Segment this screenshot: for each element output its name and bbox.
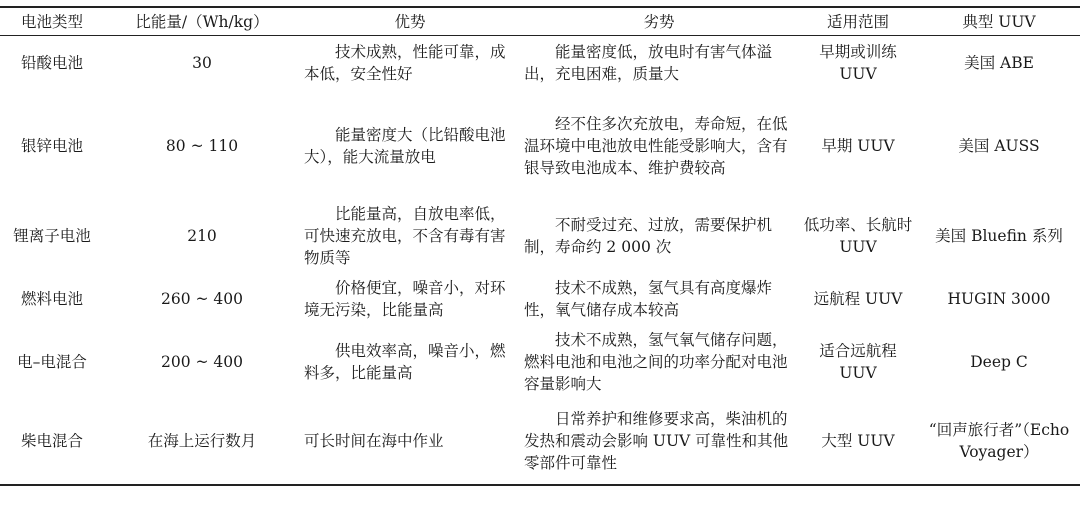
cell-advantages: 技术成熟，性能可靠，成本低，安全性好 [304,43,506,84]
header-typical-uuv: 典型 UUV [918,7,1080,35]
cell-typical-uuv: HUGIN 3000 [947,290,1051,308]
cell-scope: 大型 UUV [798,397,918,485]
cell-type: 铅酸电池 [20,54,83,73]
cell-type: 电–电混合 [17,353,87,371]
cell-disadvantages: 日常养护和维修要求高，柴油机的发热和震动会影响 UUV 可靠性和其他零部件可靠性 [520,397,798,485]
cell-advantages: 能量密度大（比铅酸电池大），能大流量放电 [304,126,506,166]
cell-type: 锂离子电池 [13,227,91,245]
cell-advantages: 比能量高，自放电率低，可快速充放电，不含有毒有害物质等 [304,205,506,267]
cell-energy: 在海上运行数月 [104,397,300,485]
cell-type: 柴电混合 [0,397,104,485]
cell-energy: 80 ~ 110 [165,137,239,155]
header-scope: 适用范围 [798,7,918,35]
cell-typical-uuv: “回声旅行者”（Echo Voyager） [918,397,1080,485]
cell-energy: 30 [192,54,212,73]
header-battery-type: 电池类型 [0,7,104,35]
cell-disadvantages: 经不住多次充放电，寿命短，在低温环境中电池放电性能受影响大，含有银导致电池成本、维护费较高 [524,115,788,177]
cell-scope: 远航程 UUV [813,290,903,308]
cell-type: 燃料电池 [20,290,83,308]
table-row [0,271,1080,327]
table-row [0,327,1080,397]
cell-disadvantages: 能量密度低，放电时有害气体溢出，充电困难，质量大 [524,43,773,84]
table-row [0,397,1080,485]
cell-advantages: 可长时间在海中作业 [300,397,520,485]
cell-energy: 210 [187,227,217,245]
cell-disadvantages: 技术不成熟，氢气氧气储存问题，燃料电池和电池之间的功率分配对电池容量影响大 [524,331,788,393]
cell-energy: 260 ~ 400 [160,290,243,308]
header-row [0,7,1080,35]
cell-type: 银锌电池 [20,137,83,155]
header-specific-energy: 比能量/（Wh/kg） [104,7,300,35]
cell-scope: 早期 UUV [821,137,895,155]
table-row [0,35,1080,91]
cell-advantages: 价格便宜，噪音小，对环境无污染，比能量高 [304,279,506,319]
header-disadvantages: 劣势 [520,7,798,35]
cell-scope: 适合远航程 UUV [819,342,897,382]
cell-advantages: 供电效率高，噪音小，燃料多，比能量高 [304,342,506,382]
table-row [0,91,1080,201]
table-row [0,201,1080,271]
cell-disadvantages: 不耐受过充、过放，需要保护机制，寿命约 2 000 次 [524,216,773,256]
header-advantages: 优势 [300,7,520,35]
cell-energy: 200 ~ 400 [160,353,243,371]
cell-typical-uuv: 美国 AUSS [958,137,1040,155]
cell-typical-uuv: 美国 Bluefin 系列 [935,227,1063,245]
battery-comparison-table [0,6,1080,486]
cell-scope: 早期或训练 UUV [819,43,897,84]
cell-disadvantages: 技术不成熟，氢气具有高度爆炸性，氧气储存成本较高 [524,279,773,319]
cell-typical-uuv: 美国 ABE [964,54,1034,73]
cell-typical-uuv: Deep C [970,353,1028,371]
cell-scope: 低功率、长航时 UUV [803,216,913,256]
